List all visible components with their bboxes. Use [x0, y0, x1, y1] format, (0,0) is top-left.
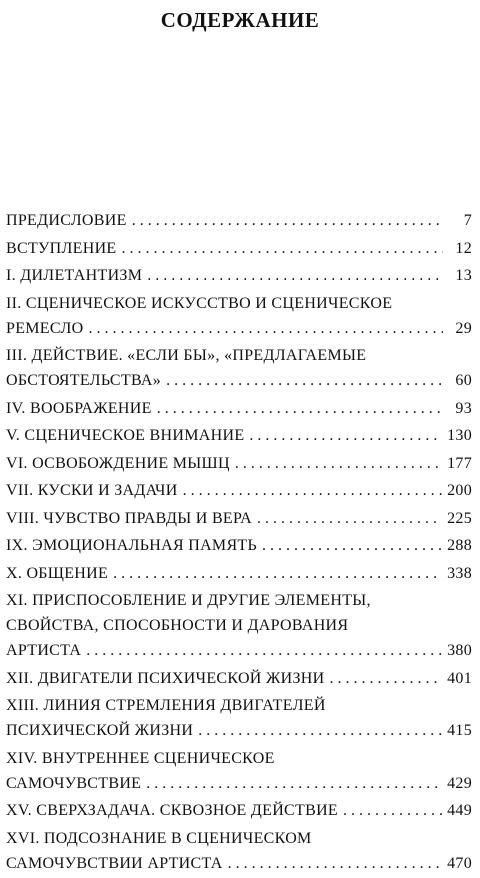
- toc-page-number: 200: [447, 482, 472, 499]
- toc-page-number: 7: [463, 212, 472, 229]
- toc-entry-title-line: РЕМЕСЛО: [6, 319, 84, 337]
- dot-leader: [147, 263, 443, 288]
- toc-entry-last-line: [6, 638, 472, 663]
- dot-leader: [198, 718, 442, 743]
- toc-entry: [6, 423, 472, 448]
- toc-entry-title-line: VII. КУСКИ И ЗАДАЧИ: [6, 482, 178, 499]
- dot-leader: [228, 851, 442, 876]
- toc-page-number: 380: [447, 642, 472, 659]
- toc-entry-title-line: VI. ОСВОБОЖДЕНИЕ МЫШЦ: [6, 454, 230, 472]
- toc-entry: [6, 478, 472, 503]
- dot-leader: [262, 533, 442, 558]
- dot-leader: [343, 798, 442, 823]
- toc-page-number: 449: [447, 802, 472, 819]
- toc-entry-title-line: X. ОБЩЕНИЕ: [6, 564, 109, 582]
- toc-entry-last-line: [6, 718, 472, 743]
- toc-page-number: 93: [455, 399, 472, 417]
- toc-entry-last-line: [6, 533, 472, 558]
- toc-entry-last-line: [6, 423, 472, 448]
- toc-entry: [6, 236, 472, 261]
- toc-entry-title-line: IX. ЭМОЦИОНАЛЬНАЯ ПАМЯТЬ: [6, 537, 257, 554]
- toc-entry-title-line: САМОЧУВСТВИИ АРТИСТА: [6, 854, 223, 872]
- toc-entry: [6, 263, 472, 288]
- toc-page-number: 401: [447, 669, 472, 687]
- toc-page-number: 225: [447, 509, 472, 527]
- toc-entry-last-line: [6, 506, 472, 531]
- dot-leader: [132, 208, 443, 233]
- toc-entry: [6, 451, 472, 476]
- toc-page-number: 130: [447, 427, 472, 444]
- toc-entry: [6, 798, 472, 823]
- toc-entry-title-line: III. ДЕЙСТВИЕ. «ЕСЛИ БЫ», «ПРЕДЛАГАЕМЫЕ: [6, 347, 367, 364]
- toc-entry: [6, 396, 472, 421]
- toc-entry: [6, 561, 472, 586]
- toc-page-number: 415: [447, 722, 472, 739]
- toc-page-number: 288: [447, 537, 472, 554]
- toc-entry: [6, 588, 472, 663]
- toc-entry-title-line: ВСТУПЛЕНИЕ: [6, 239, 117, 257]
- toc-entry-last-line: [6, 368, 472, 393]
- dot-leader: [257, 506, 442, 531]
- toc-entry-last-line: [6, 478, 472, 503]
- toc-entry-last-line: [6, 771, 472, 796]
- toc-page-number: 13: [455, 267, 472, 284]
- toc-entry: [6, 506, 472, 531]
- toc-entry: [6, 533, 472, 558]
- dot-leader: [157, 396, 443, 421]
- dot-leader: [166, 368, 443, 393]
- toc-entry-title-line: XIV. ВНУТРЕННЕЕ СЦЕНИЧЕСКОЕ: [6, 749, 275, 767]
- toc-entry-title-line: IV. ВООБРАЖЕНИЕ: [6, 399, 152, 417]
- toc-entry-title-line: II. СЦЕНИЧЕСКОЕ ИСКУССТВО И СЦЕНИЧЕСКОЕ: [6, 294, 393, 312]
- dot-leader: [235, 451, 442, 476]
- toc-entry: [6, 291, 472, 341]
- toc-entry: [6, 826, 472, 876]
- toc-page-number: 429: [447, 774, 472, 792]
- toc-entry: [6, 746, 472, 796]
- dot-leader: [122, 236, 443, 261]
- toc-entry: [6, 343, 472, 393]
- toc-entry-title-line: XII. ДВИГАТЕЛИ ПСИХИЧЕСКОЙ ЖИЗНИ: [6, 669, 325, 687]
- toc-entry-title-line: XIII. ЛИНИЯ СТРЕМЛЕНИЯ ДВИГАТЕЛЕЙ: [6, 697, 326, 714]
- dot-leader: [249, 423, 442, 448]
- toc-entry-last-line: [6, 236, 472, 261]
- toc-entry-title-line: ОБСТОЯТЕЛЬСТВА»: [6, 372, 162, 389]
- dot-leader: [183, 478, 442, 503]
- toc-page-number: 338: [447, 564, 472, 582]
- toc-entry-last-line: [6, 451, 472, 476]
- page-title: СОДЕРЖАНИЕ: [160, 8, 320, 32]
- toc-entry-last-line: [6, 561, 472, 586]
- dot-leader: [146, 771, 442, 796]
- toc-entry: [6, 208, 472, 233]
- dot-leader: [88, 316, 443, 341]
- dot-leader: [86, 638, 442, 663]
- toc-entry-title-line: V. СЦЕНИЧЕСКОЕ ВНИМАНИЕ: [6, 427, 245, 444]
- toc-entry-title-line: САМОЧУВСТВИЕ: [6, 774, 142, 792]
- toc-entry-title-line: СВОЙСТВА, СПОСОБНОСТИ И ДАРОВАНИЯ: [6, 617, 349, 634]
- toc-entry-title-line: XVI. ПОДСОЗНАНИЕ В СЦЕНИЧЕСКОМ: [6, 829, 312, 847]
- toc-entry-title-line: АРТИСТА: [6, 642, 82, 659]
- toc-entry-last-line: [6, 666, 472, 691]
- toc-entry-title-line: VIII. ЧУВСТВО ПРАВДЫ И ВЕРА: [6, 509, 253, 527]
- toc-entry-title-line: ПСИХИЧЕСКОЙ ЖИЗНИ: [6, 722, 194, 739]
- toc-entry-last-line: [6, 316, 472, 341]
- toc-page-number: 60: [455, 372, 472, 389]
- dot-leader: [113, 561, 442, 586]
- toc-entry-last-line: [6, 851, 472, 876]
- toc-page-number: 12: [455, 239, 472, 257]
- toc-entry-title-line: XI. ПРИСПОСОБЛЕНИЕ И ДРУГИЕ ЭЛЕМЕНТЫ,: [6, 592, 371, 609]
- toc-entry-title-line: XV. СВЕРХЗАДАЧА. СКВОЗНОЕ ДЕЙСТВИЕ: [6, 802, 339, 819]
- toc-page-number: 29: [455, 319, 472, 337]
- toc-entry-last-line: [6, 396, 472, 421]
- toc-entry: [6, 693, 472, 743]
- toc-page-number: 177: [447, 454, 472, 472]
- table-of-contents: [6, 208, 472, 878]
- dot-leader: [329, 666, 442, 691]
- toc-entry-title-line: I. ДИЛЕТАНТИЗМ: [6, 267, 143, 284]
- toc-entry-last-line: [6, 263, 472, 288]
- toc-entry-title-line: ПРЕДИСЛОВИЕ: [6, 212, 127, 229]
- toc-entry: [6, 666, 472, 691]
- toc-entry-last-line: [6, 798, 472, 823]
- toc-page-number: 470: [447, 854, 472, 872]
- toc-entry-last-line: [6, 208, 472, 233]
